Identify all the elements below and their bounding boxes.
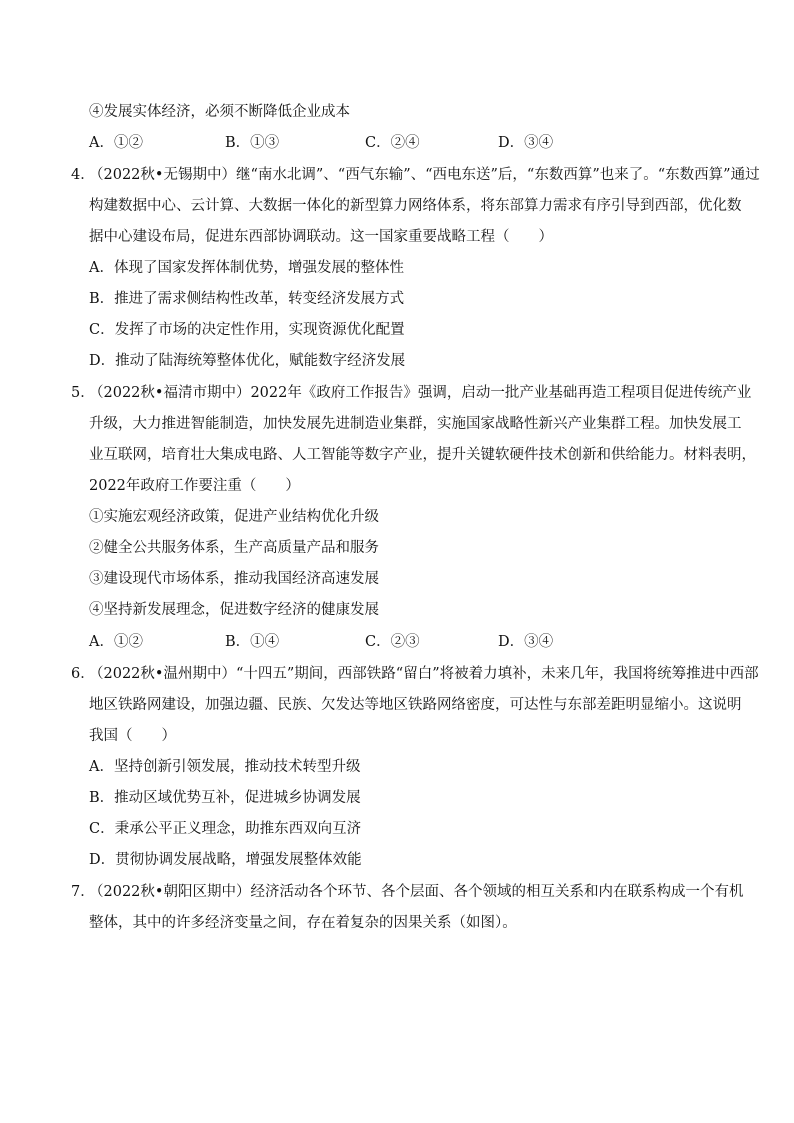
question-7-stem-line-1: （2022秋•朝阳区期中）经济活动各个环节、各个层面、各个领域的相互关系和内在联系构成一个有机 [89, 884, 744, 900]
question-5-stem-line-4: 2022年政府工作要注重（ ） [89, 478, 300, 494]
option-b: B．①③ [225, 135, 280, 151]
question-7-stem-line-2: 整体，其中的许多经济变量之间，存在着复杂的因果关系（如图）。 [89, 915, 517, 931]
question-6-option-a: A．坚持创新引领发展，推动技术转型升级 [89, 759, 361, 775]
question-5-statement-4: ④坚持新发展理念，促进数字经济的健康发展 [89, 602, 379, 618]
question-5-options [89, 632, 609, 652]
question-5-stem-line-1: （2022秋•福清市期中）2022年《政府工作报告》强调，启动一批产业基础再造工程项目促进传统产业 [89, 385, 752, 401]
option-c: C．②④ [365, 135, 420, 151]
question-5-statement-3: ③建设现代市场体系，推动我国经济高速发展 [89, 571, 379, 587]
question-6-stem-line-2: 地区铁路网建设，加强边疆、民族、欠发达等地区铁路网络密度，可达性与东部差距明显缩小。这说明 [89, 697, 742, 713]
option-b: B．①④ [225, 634, 280, 650]
question-4-stem-line-1: （2022秋•无锡期中）继“南水北调”、“西气东输”、“西电东送”后，“东数西算”也来了。“东数西算”通过 [89, 167, 760, 183]
question-3-options [89, 133, 609, 153]
question-6-option-d: D．贯彻协调发展战略，增强发展整体效能 [89, 852, 362, 868]
question-3-statement-4: ④发展实体经济，必须不断降低企业成本 [89, 104, 350, 120]
question-4-option-c: C．发挥了市场的决定性作用，实现资源优化配置 [89, 322, 405, 338]
option-a: A．①② [89, 634, 143, 650]
question-6-number: 6． [71, 666, 95, 682]
question-4-stem-line-3: 据中心建设布局，促进东西部协调联动。这一国家重要战略工程（ ） [89, 229, 553, 245]
option-c: C．②③ [365, 634, 420, 650]
question-4-option-a: A．体现了国家发挥体制优势，增强发展的整体性 [89, 260, 404, 276]
option-a: A．①② [89, 135, 143, 151]
question-4-option-b: B．推进了需求侧结构性改革，转变经济发展方式 [89, 291, 405, 307]
question-6-stem-line-1: （2022秋•温州期中）“十四五”期间，西部铁路“留白”将被着力填补，未来几年，我国将统筹推进中西部 [89, 666, 759, 682]
question-7-number: 7． [71, 884, 95, 900]
question-5-statement-1: ①实施宏观经济政策，促进产业结构优化升级 [89, 509, 379, 525]
question-6-stem-line-3: 我国（ ） [89, 728, 176, 744]
question-5-number: 5． [71, 385, 95, 401]
question-6-option-b: B．推动区域优势互补，促进城乡协调发展 [89, 790, 361, 806]
option-d: D．③④ [498, 135, 554, 151]
option-d: D．③④ [498, 634, 554, 650]
question-4-stem-line-2: 构建数据中心、云计算、大数据一体化的新型算力网络体系，将东部算力需求有序引导到西部，优化数 [89, 198, 742, 214]
question-6-option-c: C．秉承公平正义理念，助推东西双向互济 [89, 821, 362, 837]
question-4-number: 4． [71, 167, 95, 183]
question-5-statement-2: ②健全公共服务体系，生产高质量产品和服务 [89, 540, 379, 556]
question-5-stem-line-3: 业互联网，培育壮大集成电路、人工智能等数字产业，提升关键软硬件技术创新和供给能力。材料表明， [89, 447, 756, 463]
question-4-option-d: D．推动了陆海统筹整体优化，赋能数字经济发展 [89, 353, 406, 369]
question-5-stem-line-2: 升级，大力推进智能制造，加快发展先进制造业集群，实施国家战略性新兴产业集群工程。加快发展工 [89, 416, 742, 432]
